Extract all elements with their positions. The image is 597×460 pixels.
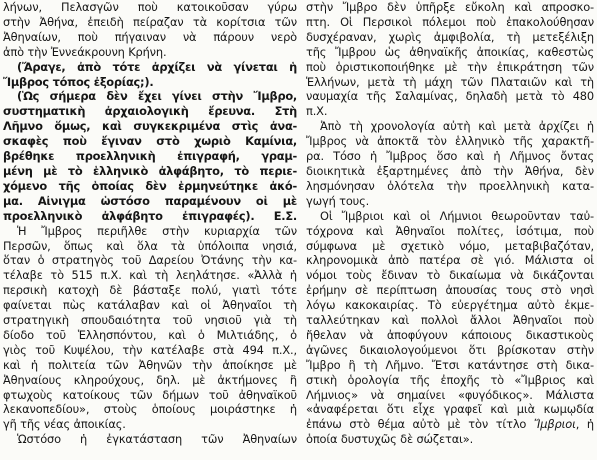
right-column-line: τόχρονα καὶ Ἀθηναῖοι πολίτες, ἰσότιμα, ποὺ (306, 223, 594, 238)
left-column-line: γιὸς τοῦ Κυψέλου, τὴν κατέλαβε στὰ 494 π.Χ., (3, 342, 297, 357)
right-column-line: νόμοι τοὺς ἔδιναν τὸ δικαίωμα νὰ δικάζονται (306, 268, 594, 283)
left-column-line: Ἀθηναίους κληρούχους, δηλ. μὲ ἀκτήμονες ἢ (3, 372, 297, 387)
right-column-line: κληρονομικὰ ἀπὸ πατέρα σὲ γιό. Μάλιστα οἱ (306, 253, 594, 268)
left-column-line: Ὡστόσο ἡ ἐγκατάσταση τῶν Ἀθηναίων (17, 432, 297, 447)
right-column-line: ταλλεύτηκαν καὶ πολλοὶ ἄλλοι Ἀθηναῖοι ποὺ (306, 313, 594, 328)
right-column-line: τῆς Ἴμβρου ὡς ἀθηναϊκῆς ἀποικίας, καθεστὼς (306, 44, 594, 59)
right-column-line: στικὴ ὁρολογία τῆς ἐποχῆς τὸ «Ἴμβριος καὶ (306, 372, 594, 387)
right-column-line: γωγή τους. (306, 193, 370, 208)
right-column-line: Ἀπὸ τὴ χρονολογία αὐτὴ καὶ μετὰ ἀρχίζει ἡ (320, 119, 594, 134)
left-column-line: Ἀθηναίων, ποὺ πήγαιναν νὰ πάρουν νερὸ (3, 29, 297, 44)
left-column-line: τέλαβε τὸ 515 π.Χ. καὶ τὴ λεηλάτησε. «Ἀλλὰ ἡ (3, 268, 297, 283)
right-column-line: Ἑλλήνων, μετὰ τὴ μάχη τῶν Πλαταιῶν καὶ τὴ (306, 74, 594, 89)
left-column-line: ἀπὸ τὴν Ἐννεάκρουνη Κρήνη. (3, 44, 167, 59)
left-column-line: Ἡ Ἴμβρος περιῆλθε στὴν κυριαρχία τῶν (17, 223, 297, 238)
left-column-line: βρέθηκε προελληνικὴ ἐπιγραφή, γραμ- (3, 149, 297, 164)
italic-title: Ἴμβριοι (533, 417, 576, 432)
right-column-line: ποὺ ὁριστικοποιήθηκε μὲ τὴν ἐπικράτηση τῶν (306, 59, 594, 74)
right-column-line: στὴν Ἴμβρο δὲν ὑπῆρξε εὔκολη καὶ απροσκο- (306, 0, 594, 14)
left-text-column (3, 0, 297, 447)
left-column-line: προελληνικὸ ἀλφάβητο ἐπιγραφές). Ε.Σ. (3, 208, 297, 223)
left-column-line: Ἴμβρος τόπος ἐξορίας;). (3, 74, 154, 89)
right-column-line: π.Χ. (306, 104, 328, 119)
left-column-line: καὶ ἡ πολιτεία τῶν Ἀθηνῶν τὴν ἀποίκησε μὲ (3, 357, 297, 372)
right-column-line: ἐπάνω στὸ θέμα αὐτὸ μὲ τὸν τίτλο Ἴμβριοι, ἡ (306, 417, 594, 432)
right-column-line: λησμόνησαν ὁλότελα τὴν προελληνικὴ κατα- (306, 178, 594, 193)
right-column-line: ρα. Τόσο ἡ Ἴμβρος ὅσο καὶ ἡ Λῆμνος ὄντας (306, 149, 594, 164)
left-column-line: μα. Αἰνιγμα ὡστόσο παραμένουν οἱ μὲ (3, 193, 297, 208)
right-column-line: διοικητικὰ ἐξαρτημένες ἀπὸ τὴν Ἀθήνα, δὲν (306, 163, 594, 178)
left-column-line: φαίνεται πὼς κατάλαβαν καὶ οἱ Ἀθηναῖοι τὴ (3, 298, 297, 313)
right-column-line: «ἀναφέρεται ὅτι εἶχε γραφεῖ καὶ μιὰ κωμῳδία (306, 402, 594, 417)
left-column-line: (Ὡς σήμερα δὲν ἔχει γίνει στὴν Ἴμβρο, (17, 89, 297, 104)
right-column-line: ἀγῶνες δικαιολογούμενοι ὅτι βρίσκοταν στὴν (306, 342, 594, 357)
right-column-line: δυσχέραναν, χωρὶς ἀμφιβολία, τὴ μετεξέλιξη (306, 29, 594, 44)
left-column-line: ὅταν ὁ στρατηγὸς τοῦ Δαρείου Ὀτάνης τὴν κα- (3, 253, 297, 268)
right-column-line: Οἱ Ἴμβριοι καὶ οἱ Λήμνιοι θεωροῦνταν ταὐ- (320, 208, 594, 223)
right-column-line: Ἴμβρος νὰ ἀποκτᾶ τὸν ἑλληνικὸ τῆς χαρακτῆ- (306, 134, 594, 149)
left-column-line: μένη μὲ τὸ ἑλληνικὸ ἀλφάβητο, τὸ περιε- (3, 163, 297, 178)
left-column-line: στὴν Ἀθήνα, ἐπειδὴ πείραζαν τὰ κορίτσια τῶν (3, 14, 297, 29)
left-column-line: περσικὴ κατοχὴ δὲ βάσταξε πολύ, γιατὶ τότε (3, 283, 297, 298)
right-column-line: Ἴμβρο ἢ τὴ Λῆμνο. Ἔτσι κατάντησε στὴ δικα- (306, 357, 594, 372)
left-column-line: γῆ τῆς νέας ἀποικίας. (3, 417, 126, 432)
right-column-line: σύμφωνα μὲ σχετικὸ νόμο, μεταβιβαζόταν, (306, 238, 594, 253)
left-column-line: στρατηγικὴ σπουδαιότητα τοῦ νησιοῦ γιὰ τὴ (3, 313, 297, 328)
left-column-line: λεκανοπεδίου», στοὺς ὁποίους μοιράστηκε ἡ (3, 402, 297, 417)
right-text-column (306, 0, 594, 447)
left-column-line: συστηματικὴ ἀρχαιολογικὴ ἔρευνα. Στὴ (3, 104, 297, 119)
left-column-line: Περσῶν, ὅπως καὶ ὅλα τὰ ὑπόλοιπα νησιά, (3, 238, 297, 253)
left-column-line: λήνων, Πελασγῶν ποὺ κατοικοῦσαν γύρω (3, 0, 297, 14)
right-column-line: λόγω κακοκαιρίας. Τὸ εὐεργέτημα αὐτὸ ἐκμε- (306, 298, 594, 313)
right-column-line: πτη. Οἱ Περσικοὶ πόλεμοι ποὺ ἐπακολούθησαν (306, 14, 594, 29)
right-column-line: ναυμαχία τῆς Σαλαμίνας, δηλαδὴ μετὰ τὸ 480 (306, 89, 594, 104)
left-column-line: (Ἄραγε, ἀπὸ τότε ἀρχίζει νὰ γίνεται ἡ (17, 59, 297, 74)
left-column-line: δίοδο τοῦ Ἑλλησπόντου, καὶ ὁ Μιλτιάδης, ὁ (3, 327, 297, 342)
right-column-line: ἐρήμην σὲ περίπτωση ἀπουσίας τους στὸ νησὶ (306, 283, 594, 298)
left-column-line: σκαφὲς ποὺ ἔγιναν στὸ χωριὸ Καμίνια, (3, 134, 297, 149)
right-column-line: ὁποία δυστυχῶς δὲ σώζεται». (306, 432, 474, 447)
left-column-line: φτωχοὺς κατοίκους τῶν δήμων τοῦ ἀθηναϊκοῦ (3, 387, 297, 402)
right-column-line: ἤθελαν νὰ ἀποφύγουν κάποιους δικαστικοὺς (306, 327, 594, 342)
left-column-line: Λῆμνο ὅμως, καὶ συγκεκριμένα στὶς ἀνα- (3, 119, 297, 134)
right-column-line: Λήμνιος» νὰ σημαίνει «φυγόδικος». Μάλιστα (306, 387, 594, 402)
left-column-line: χόμενο τῆς ὁποίας δὲν ἑρμηνεύτηκε ἀκό- (3, 178, 297, 193)
